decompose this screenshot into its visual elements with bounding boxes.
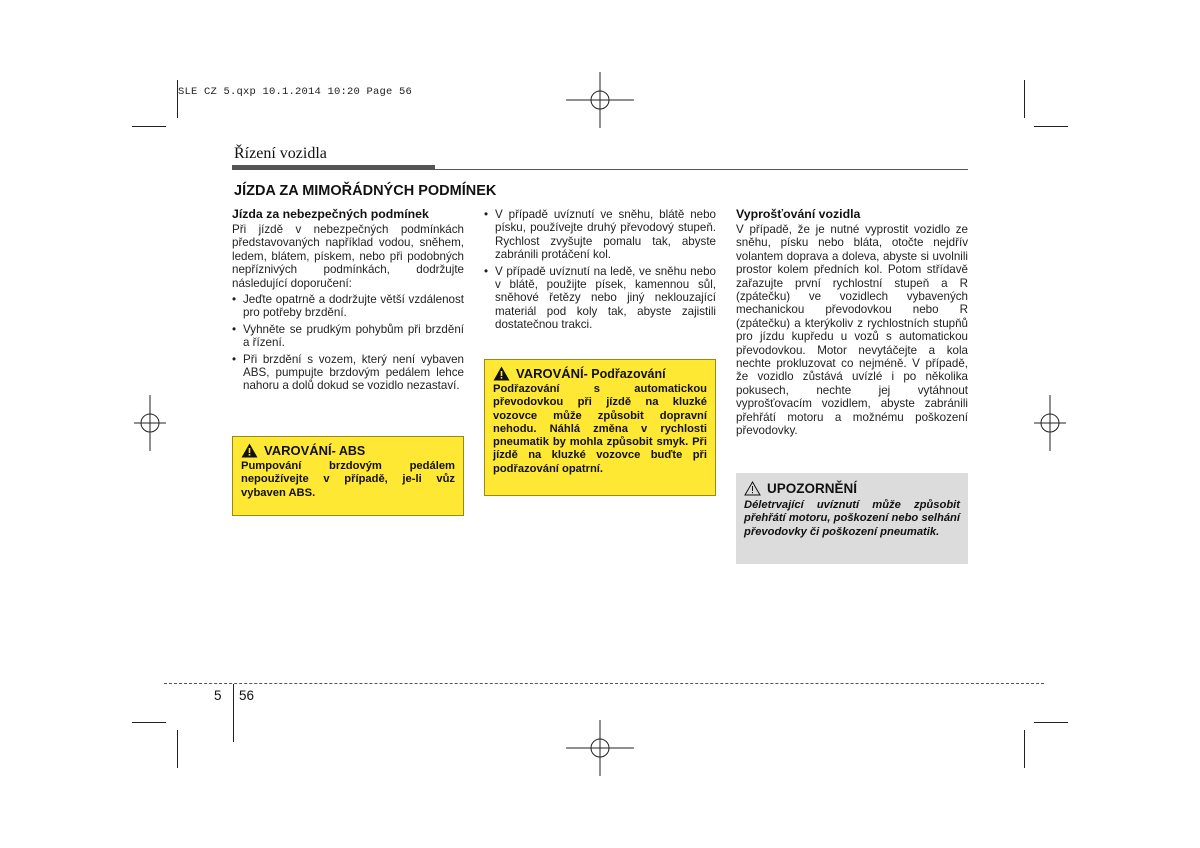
chapter-rule-thick <box>232 165 435 170</box>
col1-bullet-list <box>232 293 464 393</box>
print-slug: SLE CZ 5.qxp 10.1.2014 10:20 Page 56 <box>178 86 413 98</box>
caution-box <box>736 473 968 564</box>
col3-heading: Vyprošťování vozidla <box>736 207 861 221</box>
page-number-divider <box>233 684 234 742</box>
list-item: • V případě uvíznutí na ledě, ve sněhu nebo v blátě, použijte písek, kamennou sůl, sněhové řetězy nebo jiný neklouzající materiál pod koly tak, abyste zajistili dostatečnou trakci. <box>484 265 716 332</box>
column-2 <box>484 208 716 335</box>
list-item: • Vyhněte se prudkým pohybům při brzdění a řízení. <box>232 323 464 350</box>
col2-bullet-list <box>484 208 716 332</box>
page-number: 56 <box>239 688 255 703</box>
warning-box-downshift <box>484 359 716 496</box>
column-3 <box>736 207 968 438</box>
list-item: • Jeďte opatrně a dodržujte větší vzdálenost pro potřeby brzdění. <box>232 293 464 320</box>
col1-heading: Jízda za nebezpečných podmínek <box>232 207 429 221</box>
chapter-rule-thin <box>435 169 968 170</box>
warning-label: VAROVÁNÍ <box>264 443 332 458</box>
warning-text: Podřazování s automatickou převodovkou při jízdě na kluzké vozovce může způsobit dopravní nehodu. Náhlá změna v rychlosti pneumatik by mohla způsobit smyk. Při jízdě na kluzké vozovce buďte při podřazování opatrní. <box>493 383 707 475</box>
col3-body: V případě, že je nutné vyprostit vozidlo ze sněhu, písku nebo bláta, otočte nejdřív volantem doprava a doleva, abyste si uvolnili prostor kolem předních kol. Potom střídavě zařazujte první rychlostní stupeň a R (zpátečku) ve vozidlech vybavených mechanickou převodovkou nebo R (zpátečku) a kterýkoliv z rychlostních stupňů pro jízdu kupředu u vozů s automatickou převodovkou. Motor nevytáčejte a kola nechte prokluzovat co nejméně. V případě, že vozidlo zůstává uvízlé i po několika pokusech, nechte jej vytáhnout vyprošťovacím vozidlem, abyste zabránili přehřátí motoru a možnému poškození převodovky. <box>736 223 968 438</box>
section-title: JÍZDA ZA MIMOŘÁDNÝCH PODMÍNEK <box>234 183 497 199</box>
caution-header <box>744 481 960 496</box>
caution-label: UPOZORNĚNÍ <box>767 481 858 496</box>
warning-header <box>493 366 707 381</box>
col1-intro: Při jízdě v nebezpečných podmínkách představovaných například vodou, sněhem, ledem, blátem, pískem, nebo při podobných nepříznivých podmínkách, dodržujte následující doporučení: <box>232 223 464 290</box>
registration-mark-right <box>1034 395 1066 451</box>
warning-triangle-icon <box>241 443 258 458</box>
list-item: • V případě uvíznutí ve sněhu, blátě nebo písku, používejte druhý převodový stupeň. Rychlost zvyšujte pomalu tak, abyste zabránili protáčení kol. <box>484 208 716 262</box>
warning-triangle-icon <box>493 366 510 381</box>
chapter-title: Řízení vozidla <box>234 145 327 162</box>
caution-text: Déletrvající uvíznutí může způsobit přehřátí motoru, poškození nebo selhání převodovky či poškození pneumatik. <box>744 499 960 538</box>
warning-label: VAROVÁNÍ <box>516 366 584 381</box>
warning-text: Pumpování brzdovým pedálem nepoužívejte v případě, je-li vůz vybaven ABS. <box>241 460 455 499</box>
warning-header <box>241 443 455 458</box>
warning-sublabel: - ABS <box>331 443 366 458</box>
footer-dashed-rule <box>164 683 1044 684</box>
chapter-number: 5 <box>214 688 222 703</box>
registration-mark-bottom <box>566 720 634 776</box>
registration-mark-top <box>566 72 634 128</box>
registration-mark-left <box>134 395 166 451</box>
caution-triangle-icon <box>744 481 761 496</box>
column-1 <box>232 207 464 396</box>
list-item: • Při brzdění s vozem, který není vybaven ABS, pumpujte brzdovým pedálem lehce nahoru a dolů dokud se vozidlo nezastaví. <box>232 353 464 393</box>
warning-sublabel: - Podřazování <box>583 366 666 381</box>
warning-box-abs <box>232 436 464 516</box>
